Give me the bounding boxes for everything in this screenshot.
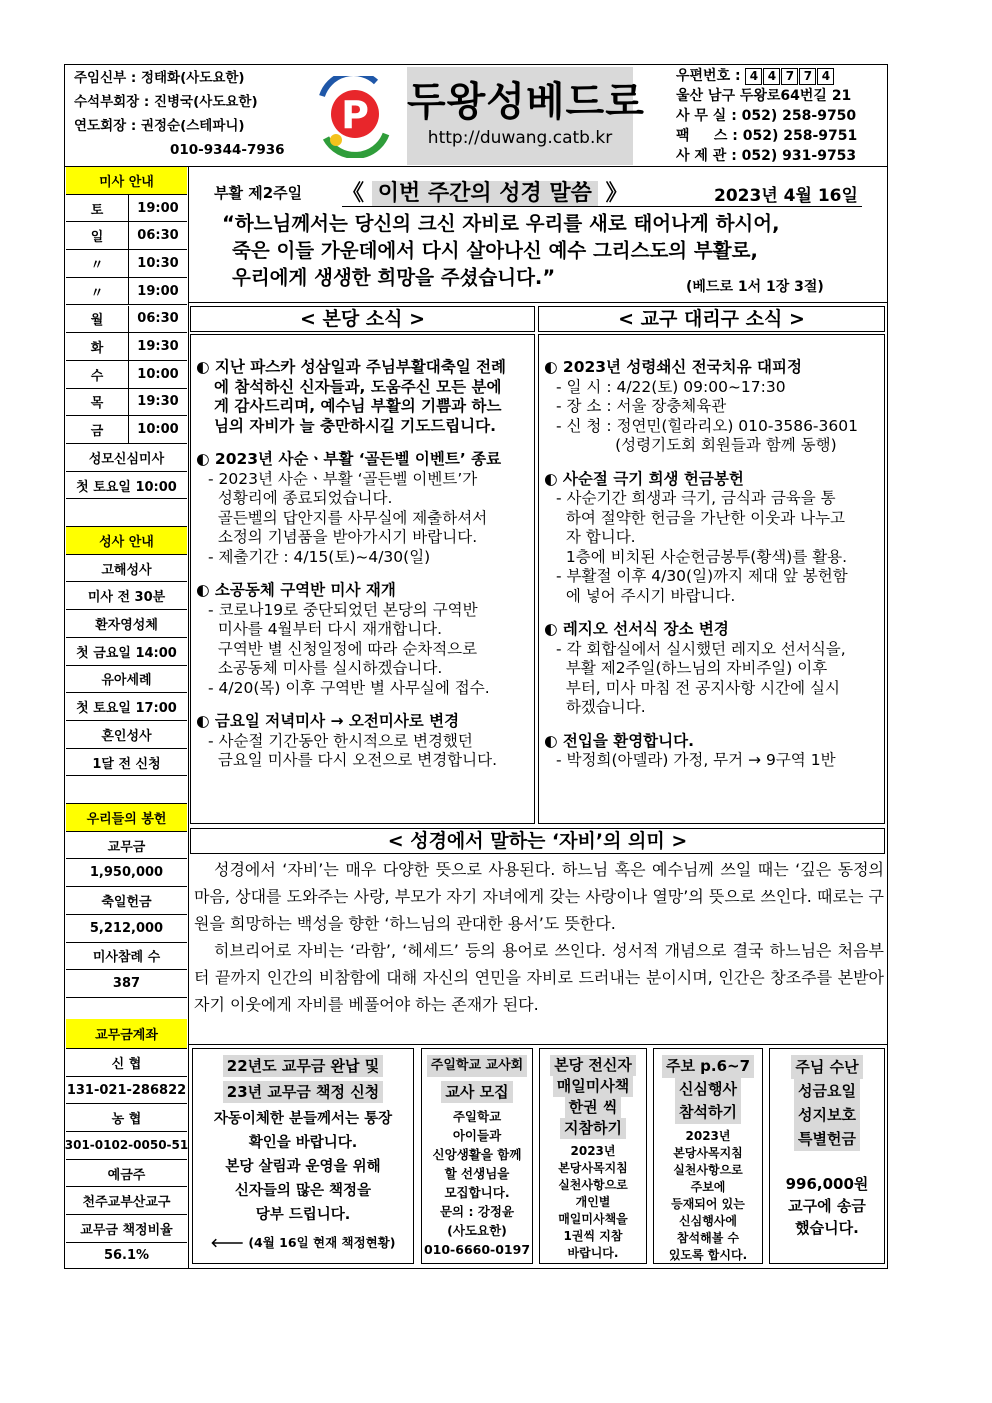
- offering-item: 1,950,000: [66, 860, 187, 888]
- mass-schedule-title: 미사 안내: [66, 167, 187, 195]
- sacrament-item: 첫 토요일 17:00: [66, 693, 187, 721]
- offering-title: 우리들의 봉헌: [66, 804, 187, 832]
- zip-code: [676, 66, 886, 86]
- news-item-line: - 사순기간 희생과 극기, 금식과 금육을 통: [556, 489, 836, 507]
- fax-number: 팩 스 : 052) 258-9751: [676, 128, 858, 144]
- mass-time: 06:30: [137, 228, 179, 244]
- title-bracket-close: 》: [605, 181, 628, 206]
- offering-item: 교무금: [66, 832, 187, 860]
- parish-name: 두왕성베드로: [407, 79, 645, 125]
- news-item-line: - 4/20(목) 이후 구역반 별 사무실에 접수.: [208, 678, 490, 697]
- box-line: 매일미사책을: [558, 1212, 628, 1226]
- news-item-line: 1층에 비치된 사순헌금봉투(황색)를 활용.: [556, 547, 848, 566]
- mercy-article: [194, 856, 884, 1018]
- sacrament-item: 환자영성체: [66, 610, 187, 638]
- news-item-line: 하겠습니다.: [556, 698, 646, 716]
- news-item-line: 골든벨의 답안지를 사무실에 제출하셔서: [208, 508, 488, 527]
- box-line: 했습니다.: [795, 1219, 859, 1237]
- box-line: 본당사목지침: [558, 1161, 628, 1175]
- box-line: 모집합니다.: [444, 1185, 510, 1200]
- staff-info: [66, 66, 312, 166]
- box-title: 본당 전신자: [550, 1055, 636, 1076]
- box-title: 매일미사책: [553, 1076, 633, 1097]
- sidebar-divider: [188, 166, 189, 1269]
- box-line: 996,000원: [785, 1175, 869, 1193]
- news-item-title: ◐ 레지오 선서식 장소 변경: [544, 620, 729, 638]
- mass-time-row: [66, 333, 187, 361]
- mass-time-row: [66, 195, 187, 223]
- mass-day: 화: [66, 333, 129, 360]
- news-item-title: ◐ 금요일 저녁미사 → 오전미사로 변경: [196, 712, 460, 730]
- account-item: 예금주: [66, 1160, 187, 1188]
- box-line: 주보에: [690, 1180, 726, 1194]
- mass-day: 일: [66, 222, 129, 249]
- news-item-line: 금요일 미사를 다시 오전으로 변경합니다.: [208, 751, 498, 769]
- scripture-divider: [188, 302, 888, 303]
- mass-time: 19:30: [137, 339, 179, 355]
- zip-digit: 4: [763, 68, 780, 85]
- mass-time-row: [66, 306, 187, 334]
- mercy-divider: [188, 1044, 888, 1045]
- zip-digit: 4: [745, 68, 762, 85]
- news-item-line: 자 합니다.: [556, 528, 636, 546]
- box-title: 주님 수난: [791, 1055, 862, 1079]
- box-line: 2023년: [685, 1129, 731, 1143]
- mass-time: 19:00: [137, 283, 179, 299]
- news-item-title: ◐ 2023년 사순ㆍ부활 ‘골든벨 이벤트’ 종료: [196, 450, 502, 468]
- news-item-line: 부활 제2주일(하느님의 자비주일) 이후: [556, 659, 828, 677]
- box-title: 23년 교무금 책정 신청: [223, 1081, 383, 1103]
- mass-day: 월: [66, 306, 129, 333]
- news-item-line: 소정의 기념품을 받아가시기 바랍니다.: [208, 528, 478, 546]
- mass-day: 금: [66, 416, 129, 443]
- teacher-recruit-box: [421, 1048, 533, 1264]
- news-item-line: - 신 청 : 정연민(힐라리오) 010-3586-3601: [556, 416, 858, 435]
- title-underline: [342, 206, 862, 207]
- zip-digit: 7: [781, 68, 798, 85]
- box-title: 주보 p.6~7: [662, 1055, 754, 1078]
- mass-day: 토: [66, 195, 129, 222]
- news-item-title: ◐ 전입을 환영합니다.: [544, 731, 694, 750]
- mass-time-row: [66, 250, 187, 278]
- box-line: 2023년: [570, 1144, 616, 1158]
- news-item-line: 부터, 미사 마침 전 공지사항 시간에 실시: [556, 678, 840, 697]
- account-item: 56.1%: [103, 1248, 150, 1264]
- news-item-line: 에 넣어 주시기 바랍니다.: [556, 586, 736, 605]
- liturgical-week: 부활 제2주일: [214, 184, 303, 202]
- zip-label: 우편번호 :: [676, 68, 741, 84]
- missal-box: [539, 1048, 647, 1264]
- mary-mass-title: 성모신심미사: [66, 444, 187, 472]
- box-line: 개인별: [575, 1195, 611, 1209]
- mass-day: 〃: [66, 278, 129, 305]
- box-line: 확인을 바랍니다.: [248, 1135, 358, 1151]
- mass-time-row: [66, 222, 187, 250]
- news-item-title: ◐ 소공동체 구역반 미사 재개: [196, 581, 396, 599]
- bulletin-date: 2023년 4월 16일: [714, 186, 858, 206]
- sacrament-item: 고해성사: [66, 555, 187, 583]
- box-line: 문의 : 강정윤: [439, 1204, 515, 1219]
- box-line: 실천사항으로: [673, 1163, 743, 1177]
- pastor-name: 주임신부 : 정태화(사도요한): [74, 70, 245, 86]
- svg-text:P: P: [341, 93, 369, 137]
- box-line: 신자들의 많은 책정을: [234, 1183, 372, 1199]
- box-line: 010-6660-0197: [423, 1242, 531, 1257]
- mass-day: 수: [66, 361, 129, 388]
- account-item: 농 협: [66, 1104, 187, 1132]
- box-line: 신앙생활을 함께: [432, 1147, 522, 1162]
- diocese-news-list: [544, 358, 884, 771]
- mass-time-row: [66, 416, 187, 444]
- mass-time: 10:00: [137, 422, 179, 438]
- news-item-line: 님의 자비가 늘 충만하시길 기도드립니다.: [214, 416, 497, 435]
- box-line: 바랍니다.: [567, 1246, 619, 1260]
- box-line: 주일학교: [452, 1109, 502, 1124]
- news-item-line: 게 감사드리며, 예수님 부활의 기쁨과 하느: [214, 397, 502, 415]
- box-line: 아이들과: [452, 1128, 502, 1143]
- box-title: 교사 모집: [441, 1081, 512, 1103]
- office-phone: 사 무 실 : 052) 258-9750: [676, 108, 857, 124]
- news-item-title: ◐ 2023년 성령쇄신 전국치유 대피정: [544, 358, 802, 376]
- box-line: 자동이체한 분들께서는 통장: [213, 1111, 393, 1127]
- box-line: 본당 살림과 운영을 위해: [225, 1159, 381, 1175]
- address: 울산 남구 두왕로64번길 21: [676, 88, 852, 104]
- account-item: 천주교부산교구: [66, 1188, 187, 1216]
- sacrament-item: 미사 전 30분: [66, 583, 187, 611]
- offering-item: 5,212,000: [66, 915, 187, 943]
- mass-time: 06:30: [137, 311, 179, 327]
- box-line: 본당사목지침: [673, 1146, 743, 1160]
- box-title: 신심행사: [675, 1078, 741, 1101]
- mercy-paragraph: 히브리어로 자비는 ‘라함’, ‘헤세드’ 등의 용어로 쓰인다. 성서적 개념으로 결국 하느님은 처음부터 끝까지 인간의 비참함에 대해 자신의 연민을 자비로 드러내는 분이시며, 인간은 창조주를 본받아 자기 이웃에게 자비를 베풀어야 하는 존재가 된다.: [194, 941, 884, 1014]
- diocese-news-heading: < 교구 대리구 소식 >: [538, 306, 885, 332]
- box-line: 참석해볼 수: [676, 1231, 740, 1245]
- sidebar-spacer: [66, 499, 187, 527]
- box-title: 한권 씩: [565, 1097, 622, 1118]
- box-title: 주일학교 교사회: [427, 1055, 527, 1077]
- account-item: 301-0102-0050-51: [66, 1132, 187, 1160]
- news-item-line: - 각 회합실에서 실시했던 레지오 선서식을,: [556, 639, 846, 658]
- mass-time: 19:00: [137, 200, 179, 216]
- news-item-title: ◐ 지난 파스카 성삼일과 주님부활대축일 전례: [196, 358, 507, 376]
- sacrament-item: 유아세례: [66, 666, 187, 694]
- news-item-line: 에 참석하신 신자들과, 도움주신 모든 분에: [214, 377, 502, 396]
- box-title: 성금요일: [794, 1079, 860, 1103]
- president-phone: 010-9344-7936: [170, 142, 285, 158]
- contact-info: [676, 66, 886, 166]
- mass-time-row: [66, 389, 187, 417]
- mary-mass-time: 첫 토요일 10:00: [66, 472, 187, 500]
- scripture-title: [342, 176, 628, 207]
- mercy-paragraph: 성경에서 ‘자비’는 매우 다양한 뜻으로 사용된다. 하느님 혹은 예수님께 쓰일 때는 ‘깊은 동정의 마음, 상대를 도와주는 사랑, 부모가 자기 자녀에게 갖는 사랑이나 열망’의 뜻으로 쓰인다. 때로는 구원을 희망하는 백성을 향한 ‘하느님의 관대한 용서’도 뜻한다.: [194, 860, 884, 933]
- sacrament-item: 혼인성사: [66, 721, 187, 749]
- news-item-line: (성령기도회 회원들과 함께 동행): [556, 436, 837, 454]
- sacrament-item: 1달 전 신청: [66, 749, 187, 777]
- title-bracket-open: 《: [342, 181, 365, 206]
- rectory-phone: 사 제 관 : 052) 931-9753: [676, 148, 857, 164]
- mass-time-row: [66, 278, 187, 306]
- news-item-line: - 부활절 이후 4/30(일)까지 제대 앞 봉헌함: [556, 567, 848, 585]
- news-item-line: - 일 시 : 4/22(토) 09:00~17:30: [556, 377, 786, 396]
- box-title: 지참하기: [560, 1118, 626, 1139]
- box-line: 있도록 합시다.: [668, 1248, 748, 1262]
- mass-time: 19:30: [137, 394, 179, 410]
- zip-digit: 4: [817, 68, 834, 85]
- offering-item: 축일헌금: [66, 887, 187, 915]
- parish-logo-icon: [316, 76, 394, 158]
- council-president: 수석부회장 : 진병국(사도요한): [74, 94, 258, 110]
- offering-item: 387: [66, 970, 187, 998]
- league-president: 연도회장 : 권정순(스테파니): [74, 118, 245, 134]
- mass-time: 10:30: [137, 255, 179, 271]
- box-line: 신심행사에: [679, 1214, 737, 1228]
- news-item-line: - 2023년 사순ㆍ부활 ‘골든벨 이벤트’가: [208, 469, 478, 488]
- dues-notice-box: [192, 1048, 414, 1264]
- mass-day: 〃: [66, 250, 129, 277]
- scripture-title-text: 이번 주간의 성경 말씀: [372, 181, 598, 206]
- news-item-line: 소공동체 미사를 실시하겠습니다.: [208, 659, 443, 677]
- box-line: 등재되어 있는: [671, 1197, 745, 1211]
- sacrament-item: 첫 금요일 14:00: [66, 638, 187, 666]
- news-item-line: 미사를 4월부터 다시 재개합니다.: [208, 620, 443, 638]
- account-item: 131-021-286822: [66, 1077, 187, 1105]
- mass-day: 목: [66, 389, 129, 416]
- box-line: 당부 드립니다.: [255, 1207, 351, 1223]
- parish-news-heading: < 본당 소식 >: [190, 306, 535, 332]
- verse-line: 죽은 이들 가운데에서 다시 살아나신 예수 그리스도의 부활로,: [232, 239, 758, 262]
- news-item-line: - 박정희(아델라) 가정, 무거 → 9구역 1반: [556, 751, 836, 769]
- mass-time-row: [66, 361, 187, 389]
- holy-land-offering-box: [769, 1048, 885, 1264]
- account-item: 교무금 책정비율: [66, 1215, 187, 1243]
- box-line: 할 선생님을: [444, 1166, 510, 1181]
- box-title: 특별헌금: [794, 1127, 860, 1151]
- box-title: 22년도 교무금 완납 및: [223, 1055, 383, 1077]
- account-title: 교무금계좌: [66, 1019, 187, 1049]
- mass-time: 10:00: [137, 366, 179, 382]
- sacrament-title: 성사 안내: [66, 527, 187, 555]
- verse-line: 우리에게 생생한 희망을 주셨습니다.”: [232, 266, 556, 289]
- box-line: 1권씩 지참: [563, 1229, 623, 1243]
- news-item-line: - 장 소 : 서울 장충체육관: [556, 397, 727, 415]
- news-item-line: - 코로나19로 중단되었던 본당의 구역반: [208, 600, 478, 619]
- box-line: 교구에 송금: [788, 1197, 866, 1215]
- box-footer: 🡐 (4월 16일 현재 책정현황): [210, 1235, 396, 1250]
- sidebar-spacer: [66, 776, 187, 804]
- verse-reference: (베드로 1서 1장 3절): [686, 279, 824, 295]
- box-line: (사도요한): [447, 1223, 507, 1238]
- box-line: 실천사항으로: [558, 1178, 628, 1192]
- verse-line: “하느님께서는 당신의 크신 자비로 우리를 새로 태어나게 하시어,: [222, 212, 780, 235]
- news-item-line: 구역반 별 신청일정에 따라 순차적으로: [208, 639, 478, 658]
- news-item-line: - 제출기간 : 4/15(토)~4/30(일): [208, 547, 431, 566]
- mercy-heading: < 성경에서 말하는 ‘자비’의 의미 >: [190, 828, 885, 854]
- parish-url-link[interactable]: http://duwang.catb.kr: [427, 128, 613, 148]
- zip-digit: 7: [799, 68, 816, 85]
- box-title: 성지보호: [794, 1103, 860, 1127]
- devotion-box: [653, 1048, 763, 1264]
- parish-news-list: [196, 358, 534, 771]
- news-item-line: 성황리에 종료되었습니다.: [208, 489, 393, 507]
- box-title: 참석하기: [675, 1101, 741, 1124]
- news-item-line: - 사순절 기간동안 한시적으로 변경했던: [208, 731, 473, 750]
- news-item-line: 하여 절약한 헌금을 가난한 이웃과 나누고: [556, 508, 846, 527]
- offering-item: 미사참례 수: [66, 943, 187, 971]
- news-item-title: ◐ 사순절 극기 희생 헌금봉헌: [544, 469, 744, 488]
- account-item: 신 협: [66, 1049, 187, 1077]
